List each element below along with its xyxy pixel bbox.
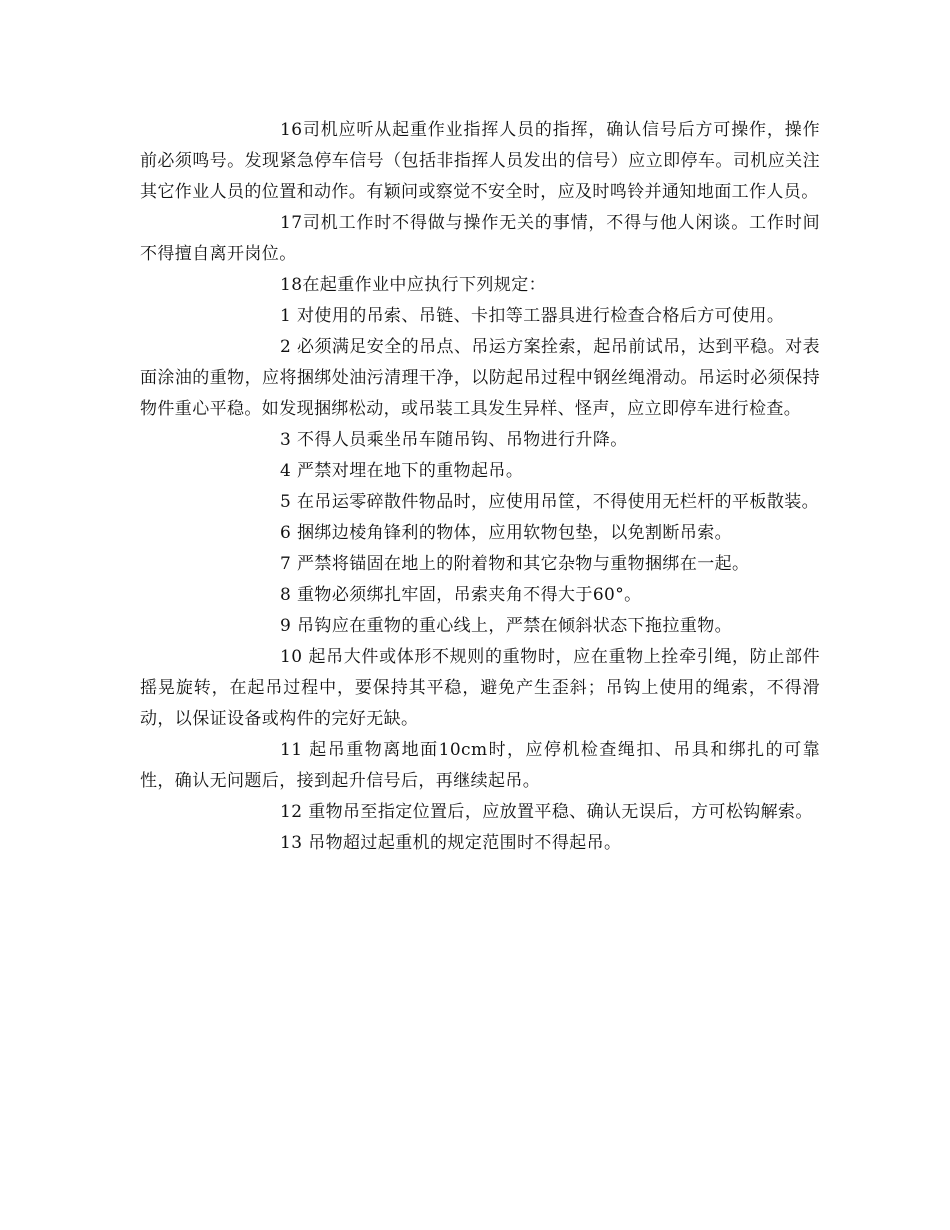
rule-item-4: 4 严禁对埋在地下的重物起吊。 [280,461,524,481]
paragraph-16-signal-rules: 16司机应听从起重作业指挥人员的指挥，确认信号后方可操作，操作前必须鸣号。发现紧急停车信号（包括非指挥人员发出的信号）应立即停车。司机应关注其它作业人员的位置和动作。有颖问或察觉不安全时，应及时鸣铃并通知地面工作人员。 [140,120,820,202]
rule-item-10: 10 起吊大件或体形不规则的重物时，应在重物上拴牵引绳，防止部件摇晃旋转，在起吊过程中，要保持其平稳，避免产生歪斜；吊钩上使用的绳索，不得滑动，以保证设备或构件的完好无缺。 [140,647,820,729]
rule-item-8: 8 重物必须绑扎牢固，吊索夹角不得大于60°。 [280,585,642,605]
rule-item-1: 1 对使用的吊索、吊链、卡扣等工器具进行检查合格后方可使用。 [280,306,785,326]
rule-item-3: 3 不得人员乘坐吊车随吊钩、吊物进行升降。 [280,430,628,450]
rule-item-12: 12 重物吊至指定位置后，应放置平稳、确认无误后，方可松钩解索。 [280,802,813,822]
rule-item-11: 11 起吊重物离地面10cm时，应停机检查绳扣、吊具和绑扎的可靠性，确认无问题后，接到起升信号后，再继续起吊。 [140,740,820,791]
paragraph-17-no-distraction: 17司机工作时不得做与操作无关的事情，不得与他人闲谈。工作时间不得擅自离开岗位。 [140,213,820,264]
rule-item-7: 7 严禁将锚固在地上的附着物和其它杂物与重物捆绑在一起。 [280,554,750,574]
rule-item-13: 13 吊物超过起重机的规定范围时不得起吊。 [280,833,622,853]
rule-item-5: 5 在吊运零碎散件物品时，应使用吊筐，不得使用无栏杆的平板散装。 [280,492,820,512]
rule-item-9: 9 吊钩应在重物的重心线上，严禁在倾斜状态下拖拉重物。 [280,616,733,636]
paragraph-18-lifting-rules-heading: 18在起重作业中应执行下列规定： [280,275,547,295]
rule-item-6: 6 捆绑边棱角锋利的物体，应用软物包垫，以免割断吊索。 [280,523,733,543]
document-body [140,115,820,859]
rule-item-2: 2 必须满足安全的吊点、吊运方案拴索，起吊前试吊，达到平稳。对表面涂油的重物，应将捆绑处油污清理干净，以防起吊过程中钢丝绳滑动。吊运时必须保持物件重心平稳。如发现捆绑松动，或吊装工具发生异样、怪声，应立即停车进行检查。 [140,337,820,419]
